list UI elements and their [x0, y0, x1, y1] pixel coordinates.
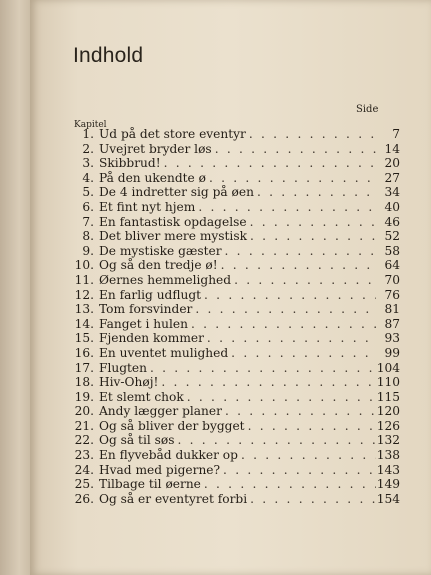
dot-leader	[174, 433, 376, 447]
chapter-page-number: 76	[384, 287, 400, 302]
toc-entry	[70, 258, 400, 273]
dot-leader	[206, 171, 376, 185]
chapter-page-number: 27	[384, 170, 400, 185]
toc-entry	[70, 156, 400, 171]
chapter-number: 20.	[74, 404, 94, 419]
table-of-contents	[70, 127, 400, 506]
dot-leader	[254, 185, 376, 199]
chapter-page-number: 104	[376, 360, 400, 375]
dot-leader	[201, 288, 376, 302]
chapter-title: En uventet mulighed	[99, 345, 229, 360]
chapter-page-number: 34	[384, 185, 400, 200]
dot-leader	[247, 492, 376, 506]
chapter-title: Flugten	[99, 360, 147, 375]
chapter-title: Hiv-Ohøj!	[99, 375, 159, 390]
chapter-page-number: 115	[376, 389, 400, 404]
dot-leader	[228, 346, 376, 360]
chapter-number: 16.	[74, 345, 94, 360]
chapter-number: 2.	[82, 141, 94, 156]
toc-entry	[70, 215, 400, 230]
chapter-page-number: 126	[376, 418, 400, 433]
chapter-title: Og så bliver der bygget	[99, 418, 245, 433]
toc-entry	[70, 492, 400, 507]
chapter-title: På den ukendte ø	[99, 170, 206, 185]
chapter-page-number: 52	[384, 229, 400, 244]
chapter-number: 5.	[82, 185, 94, 200]
chapter-number: 13.	[74, 302, 94, 317]
toc-entry	[70, 361, 400, 376]
chapter-title: De 4 indretter sig på øen	[99, 185, 254, 200]
dot-leader	[158, 375, 376, 389]
dot-leader	[247, 215, 376, 229]
chapter-page-number: 46	[384, 214, 400, 229]
toc-entry	[70, 273, 400, 288]
chapter-number: 24.	[74, 462, 94, 477]
chapter-page-number: 64	[384, 258, 400, 273]
toc-entry	[70, 185, 400, 200]
chapter-title: Ud på det store eventyr	[99, 127, 246, 141]
chapter-page-number: 138	[376, 448, 400, 463]
chapter-title: Uvejret bryder løs	[99, 141, 212, 156]
chapter-page-number: 120	[376, 404, 400, 419]
chapter-title: De mystiske gæster	[99, 243, 222, 258]
chapter-page-number: 154	[376, 491, 400, 506]
dot-leader	[147, 361, 376, 375]
dot-leader	[222, 244, 376, 258]
chapter-title: Fjenden kommer	[99, 331, 204, 346]
chapter-number: 12.	[74, 287, 94, 302]
chapter-title: Tilbage til øerne	[99, 477, 201, 492]
toc-entry	[70, 433, 400, 448]
dot-leader	[220, 463, 376, 477]
chapter-number: 9.	[82, 243, 94, 258]
dot-leader	[247, 229, 376, 243]
toc-entry	[70, 127, 400, 142]
page-title: Indhold	[73, 44, 144, 67]
chapter-title: En farlig udflugt	[99, 287, 202, 302]
chapter-number: 14.	[74, 316, 94, 331]
chapter-page-number: 70	[384, 272, 400, 287]
chapter-title: Og så den tredje ø!	[99, 258, 218, 273]
toc-entry	[70, 171, 400, 186]
chapter-number: 17.	[74, 360, 94, 375]
chapter-number: 25.	[74, 477, 94, 492]
chapter-page-number: 149	[376, 477, 400, 492]
chapter-title: Og så til søs	[99, 433, 175, 448]
chapter-title: Tom forsvinder	[99, 302, 193, 317]
chapter-number: 1.	[82, 127, 94, 141]
chapter-title: Fanget i hulen	[99, 316, 188, 331]
toc-entry	[70, 331, 400, 346]
chapter-number: 11.	[74, 272, 94, 287]
chapter-page-number: 81	[384, 302, 400, 317]
chapter-number: 3.	[82, 156, 94, 171]
chapter-number: 15.	[74, 331, 94, 346]
toc-entry	[70, 477, 400, 492]
facing-page-edge	[0, 0, 32, 575]
chapter-title: Og så er eventyret forbi	[99, 491, 248, 506]
chapter-page-number: 99	[384, 345, 400, 360]
dot-leader	[238, 448, 376, 462]
column-header-side: Side	[356, 104, 379, 115]
chapter-page-number: 93	[384, 331, 400, 346]
chapter-number: 10.	[74, 258, 94, 273]
chapter-title: Andy lægger planer	[99, 404, 222, 419]
toc-entry	[70, 346, 400, 361]
chapter-number: 22.	[74, 433, 94, 448]
chapter-number: 18.	[74, 375, 94, 390]
dot-leader	[192, 302, 376, 316]
toc-entry	[70, 302, 400, 317]
chapter-page-number: 7	[392, 127, 400, 141]
toc-entry	[70, 419, 400, 434]
chapter-title: En fantastisk opdagelse	[99, 214, 247, 229]
dot-leader	[188, 317, 376, 331]
toc-entry	[70, 317, 400, 332]
toc-entry	[70, 142, 400, 157]
chapter-number: 21.	[74, 418, 94, 433]
toc-entry	[70, 229, 400, 244]
toc-entry	[70, 463, 400, 478]
toc-entry	[70, 390, 400, 405]
chapter-title: Et slemt chok	[99, 389, 184, 404]
chapter-number: 23.	[74, 448, 94, 463]
chapter-title: Hvad med pigerne?	[99, 462, 221, 477]
chapter-page-number: 20	[384, 156, 400, 171]
dot-leader	[246, 127, 376, 141]
column-header-kapitel: Kapitel	[74, 120, 107, 130]
chapter-number: 8.	[82, 229, 94, 244]
chapter-page-number: 132	[376, 433, 400, 448]
dot-leader	[245, 419, 376, 433]
toc-entry	[70, 448, 400, 463]
chapter-page-number: 40	[384, 199, 400, 214]
toc-entry	[70, 244, 400, 259]
chapter-title: Skibbrud!	[99, 156, 161, 171]
chapter-page-number: 87	[384, 316, 400, 331]
chapter-number: 26.	[74, 491, 94, 506]
dot-leader	[204, 331, 376, 345]
chapter-number: 19.	[74, 389, 94, 404]
dot-leader	[161, 156, 376, 170]
chapter-page-number: 110	[376, 375, 400, 390]
chapter-title: En flyvebåd dukker op	[99, 448, 238, 463]
chapter-title: Øernes hemmelighed	[99, 272, 232, 287]
toc-entry	[70, 375, 400, 390]
chapter-title: Det bliver mere mystisk	[99, 229, 247, 244]
dot-leader	[195, 200, 376, 214]
chapter-number: 4.	[82, 170, 94, 185]
chapter-number: 6.	[82, 199, 94, 214]
dot-leader	[222, 404, 376, 418]
chapter-title: Et fint nyt hjem	[99, 199, 196, 214]
dot-leader	[184, 390, 376, 404]
toc-entry	[70, 288, 400, 303]
chapter-page-number: 143	[376, 462, 400, 477]
chapter-page-number: 58	[384, 243, 400, 258]
toc-entry	[70, 200, 400, 215]
chapter-number: 7.	[82, 214, 94, 229]
dot-leader	[201, 477, 376, 491]
chapter-page-number: 14	[384, 141, 400, 156]
dot-leader	[218, 258, 376, 272]
dot-leader	[212, 142, 376, 156]
dot-leader	[231, 273, 376, 287]
toc-entry	[70, 404, 400, 419]
